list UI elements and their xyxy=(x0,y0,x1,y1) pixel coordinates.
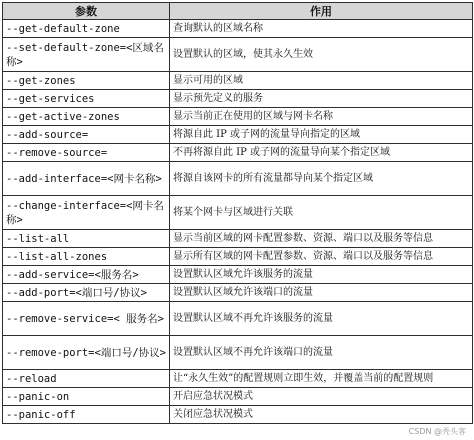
param-cell: --panic-off xyxy=(3,406,170,424)
table-header-row xyxy=(3,3,473,20)
header-function: 作用 xyxy=(170,3,473,20)
table-row xyxy=(3,406,473,424)
table-row xyxy=(3,248,473,266)
table-row xyxy=(3,302,473,336)
table-row xyxy=(3,90,473,108)
param-cell: --add-service=<服务名> xyxy=(3,266,170,284)
desc-cell: 显示当前区域的网卡配置参数、资源、端口以及服务等信息 xyxy=(170,230,473,248)
table-row xyxy=(3,108,473,126)
desc-cell: 将源自该网卡的所有流量都导向某个指定区域 xyxy=(170,162,473,196)
param-cell: --set-default-zone=<区域名称> xyxy=(3,38,170,72)
param-cell: --add-interface=<网卡名称> xyxy=(3,162,170,196)
desc-cell: 设置默认区域允许该端口的流量 xyxy=(170,284,473,302)
desc-cell: 不再将源自此 IP 或子网的流量导向某个指定区域 xyxy=(170,144,473,162)
table-row xyxy=(3,388,473,406)
table-row xyxy=(3,20,473,38)
desc-cell: 显示所有区域的网卡配置参数、资源、端口以及服务等信息 xyxy=(170,248,473,266)
firewall-cmd-parameter-table xyxy=(2,2,473,424)
desc-cell: 将某个网卡与区域进行关联 xyxy=(170,196,473,230)
desc-cell: 显示可用的区域 xyxy=(170,72,473,90)
param-cell: --remove-port=<端口号/协议> xyxy=(3,336,170,370)
desc-cell: 设置默认区域不再允许该服务的流量 xyxy=(170,302,473,336)
table-row xyxy=(3,144,473,162)
table-row xyxy=(3,336,473,370)
param-cell: --add-source= xyxy=(3,126,170,144)
param-cell: --get-zones xyxy=(3,72,170,90)
desc-cell: 开启应急状况模式 xyxy=(170,388,473,406)
param-cell: --get-default-zone xyxy=(3,20,170,38)
param-cell: --list-all xyxy=(3,230,170,248)
table-row xyxy=(3,162,473,196)
table-row xyxy=(3,126,473,144)
table-row xyxy=(3,266,473,284)
table-row xyxy=(3,196,473,230)
desc-cell: 将源自此 IP 或子网的流量导向指定的区域 xyxy=(170,126,473,144)
param-cell: --list-all-zones xyxy=(3,248,170,266)
header-param: 参数 xyxy=(3,3,170,20)
desc-cell: 让“永久生效”的配置规则立即生效，并覆盖当前的配置规则 xyxy=(170,370,473,388)
desc-cell: 设置默认的区域，使其永久生效 xyxy=(170,38,473,72)
table-row xyxy=(3,370,473,388)
watermark: CSDN @秃头客 xyxy=(408,427,466,436)
param-cell: --remove-service=< 服务名> xyxy=(3,302,170,336)
table-row xyxy=(3,72,473,90)
desc-cell: 显示预先定义的服务 xyxy=(170,90,473,108)
table-row xyxy=(3,38,473,72)
param-cell: --reload xyxy=(3,370,170,388)
table-row xyxy=(3,230,473,248)
desc-cell: 设置默认区域不再允许该端口的流量 xyxy=(170,336,473,370)
desc-cell: 显示当前正在使用的区域与网卡名称 xyxy=(170,108,473,126)
param-cell: --remove-source= xyxy=(3,144,170,162)
desc-cell: 设置默认区域允许该服务的流量 xyxy=(170,266,473,284)
table-row xyxy=(3,284,473,302)
param-cell: --add-port=<端口号/协议> xyxy=(3,284,170,302)
desc-cell: 关闭应急状况模式 xyxy=(170,406,473,424)
param-cell: --panic-on xyxy=(3,388,170,406)
param-cell: --get-active-zones xyxy=(3,108,170,126)
param-cell: --get-services xyxy=(3,90,170,108)
param-cell: --change-interface=<网卡名称> xyxy=(3,196,170,230)
desc-cell: 查询默认的区域名称 xyxy=(170,20,473,38)
